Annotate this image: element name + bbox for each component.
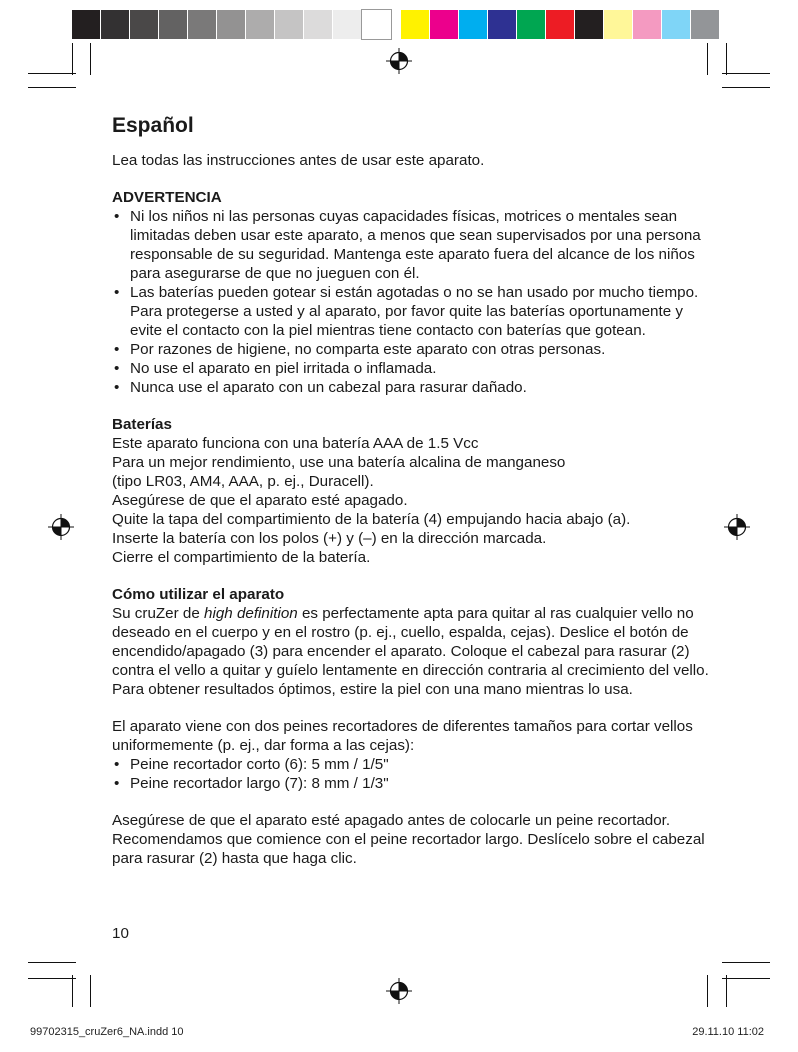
color-calibration-bar [72,10,720,39]
combs-intro: El aparato viene con dos peines recortadores de diferentes tamaños para cortar vellos uniformemente (p. ej., dar forma a las cejas): [112,718,693,754]
list-item: • No use el aparato en piel irritada o inflamada. [112,359,712,378]
file-slug: 99702315_cruZer6_NA.indd 10 [30,1026,184,1038]
registration-mark-icon [724,514,750,540]
color-swatch [430,10,459,39]
document-body [112,113,712,868]
color-swatch [159,10,188,39]
color-swatch [188,10,217,39]
batteries-line: (tipo LR03, AM4, AAA, p. ej., Duracell). [112,473,374,490]
list-item: • Peine recortador largo (7): 8 mm / 1/3" [112,774,712,793]
crop-mark [707,43,708,75]
crop-mark [726,43,727,75]
crop-mark [28,962,76,963]
color-swatch [488,10,517,39]
color-swatch [101,10,130,39]
crop-mark [72,975,73,1007]
batteries-heading: Baterías [112,416,172,433]
color-swatches [401,10,720,39]
crop-mark [28,87,76,88]
color-swatch [333,10,362,39]
color-swatch [662,10,691,39]
color-swatch [633,10,662,39]
warning-list [112,207,712,397]
color-swatch [575,10,604,39]
color-swatch [691,10,720,39]
color-swatch [130,10,159,39]
usage-text: Su cruZer de [112,605,205,622]
crop-mark [707,975,708,1007]
page-title: Español [112,114,194,137]
comb-recommendation: Recomendamos que comience con el peine recortador largo. Deslícelo sobre el cabezal para rasurar (2) hasta que haga clic. [112,831,705,867]
registration-mark-icon [386,978,412,1004]
batteries-line: Quite la tapa del compartimiento de la batería (4) empujando hacia abajo (a). [112,511,631,528]
crop-mark [722,978,770,979]
date-slug: 29.11.10 11:02 [692,1026,764,1038]
color-swatch [246,10,275,39]
gray-swatches [72,10,391,39]
batteries-section [112,434,712,567]
usage-heading: Cómo utilizar el aparato [112,586,285,603]
list-item: • Las baterías pueden gotear si están agotadas o no se han usado por mucho tiempo. Para protegerse a usted y al aparato, por favor quite las baterías oportunamente y evite el contacto con la piel mientras tiene contacto con baterías que gotean. [112,283,712,340]
usage-paragraph [112,604,712,699]
crop-mark [722,962,770,963]
batteries-line: Este aparato funciona con una batería AAA de 1.5 Vcc [112,435,479,452]
list-item: • Peine recortador corto (6): 5 mm / 1/5" [112,755,712,774]
list-item: • Ni los niños ni las personas cuyas capacidades físicas, motrices o mentales sean limitadas deben usar este aparato, a menos que sean supervisados por una persona responsable de su seguridad. Mantenga este aparato fuera del alcance de los niños para asegurarse de que no jueguen con él. [112,207,712,283]
page-number: 10 [112,925,129,942]
registration-mark-icon [386,48,412,74]
color-swatch [546,10,575,39]
color-swatch [362,10,391,39]
combs-list [112,755,712,793]
list-item: • Nunca use el aparato con un cabezal para rasurar dañado. [112,378,712,397]
color-swatch [72,10,101,39]
color-swatch [604,10,633,39]
crop-mark [90,43,91,75]
color-swatch [517,10,546,39]
registration-mark-icon [48,514,74,540]
batteries-line: Inserte la batería con los polos (+) y (–) en la dirección marcada. [112,530,547,547]
warning-heading: ADVERTENCIA [112,189,222,206]
crop-mark [28,978,76,979]
crop-mark [722,87,770,88]
batteries-line: Para un mejor rendimiento, use una batería alcalina de manganeso [112,454,566,471]
intro-text: Lea todas las instrucciones antes de usar este aparato. [112,152,485,169]
crop-mark [90,975,91,1007]
crop-mark [726,975,727,1007]
color-swatch [275,10,304,39]
comb-note: Asegúrese de que el aparato esté apagado antes de colocarle un peine recortador. [112,812,671,829]
batteries-line: Asegúrese de que el aparato esté apagado. [112,492,408,509]
color-swatch [459,10,488,39]
color-swatch [401,10,430,39]
crop-mark [72,43,73,75]
color-swatch [304,10,333,39]
list-item: • Por razones de higiene, no comparta este aparato con otras personas. [112,340,712,359]
color-swatch [217,10,246,39]
usage-text: es perfectamente apta para quitar al ras cualquier vello no deseado en el cuerpo y en el rostro (p. ej., cuello, espalda, cejas). Deslice el botón de encendido/apagado (3) para encender el aparato. Coloque el cabezal para rasurar (2) contra el vello a quitar y guíelo lentamente en dirección contraria al crecimiento del vello. Para obtener resultados óptimos, estire la piel con una mano mientras lo usa. [112,605,709,698]
batteries-line: Cierre el compartimiento de la batería. [112,549,371,566]
crop-mark [28,73,76,74]
product-feature-text: high definition [204,605,298,622]
crop-mark [722,73,770,74]
